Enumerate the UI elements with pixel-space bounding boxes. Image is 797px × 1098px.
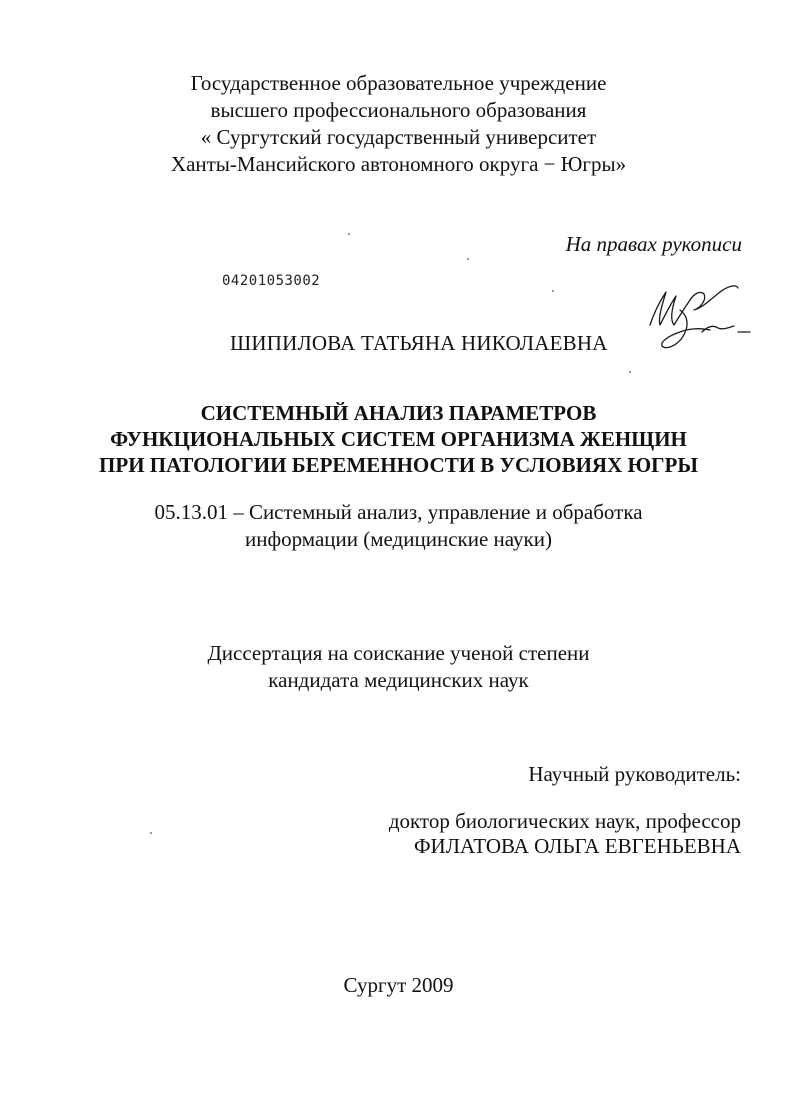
scan-speck — [348, 233, 350, 235]
thesis-title-line: ПРИ ПАТОЛОГИИ БЕРЕМЕННОСТИ В УСЛОВИЯХ ЮГРЫ — [99, 453, 698, 477]
institution-line: высшего профессионального образования — [210, 98, 587, 122]
thesis-title-line: ФУНКЦИОНАЛЬНЫХ СИСТЕМ ОРГАНИЗМА ЖЕНЩИН — [110, 427, 687, 451]
supervisor-title: доктор биологических наук, профессор — [388, 809, 741, 833]
thesis-title — [0, 400, 797, 478]
institution-line: « Сургутский государственный университет — [200, 125, 597, 149]
city-year-text: Сургут 2009 — [343, 973, 454, 997]
manuscript-rights-note: На правах рукописи — [565, 232, 742, 256]
institution-line: Ханты-Мансийского автономного округа − Югры» — [170, 152, 627, 176]
specialty-line: информации (медицинские науки) — [245, 527, 552, 551]
archive-code: 04201053002 — [222, 273, 321, 289]
institution-line: Государственное образовательное учреждение — [190, 71, 607, 95]
scan-speck — [552, 290, 554, 292]
supervisor-label: Научный руководитель: — [528, 762, 741, 786]
supervisor-name: ФИЛАТОВА ОЛЬГА ЕВГЕНЬЕВНА — [413, 834, 741, 858]
scan-speck — [629, 371, 631, 373]
handwritten-signature — [610, 270, 760, 365]
institution-block — [0, 70, 797, 178]
scan-speck — [467, 258, 469, 260]
degree-block — [0, 640, 797, 694]
author-name: ШИПИЛОВА ТАТЬЯНА НИКОЛАЕВНА — [230, 331, 608, 355]
city-year — [0, 972, 797, 999]
degree-line: Диссертация на соискание ученой степени — [207, 641, 590, 665]
degree-line: кандидата медицинских наук — [268, 668, 529, 692]
scan-speck — [150, 832, 152, 834]
specialty-block — [0, 499, 797, 553]
specialty-line: 05.13.01 – Системный анализ, управление и обработка — [154, 500, 643, 524]
thesis-title-line: СИСТЕМНЫЙ АНАЛИЗ ПАРАМЕТРОВ — [200, 401, 597, 425]
